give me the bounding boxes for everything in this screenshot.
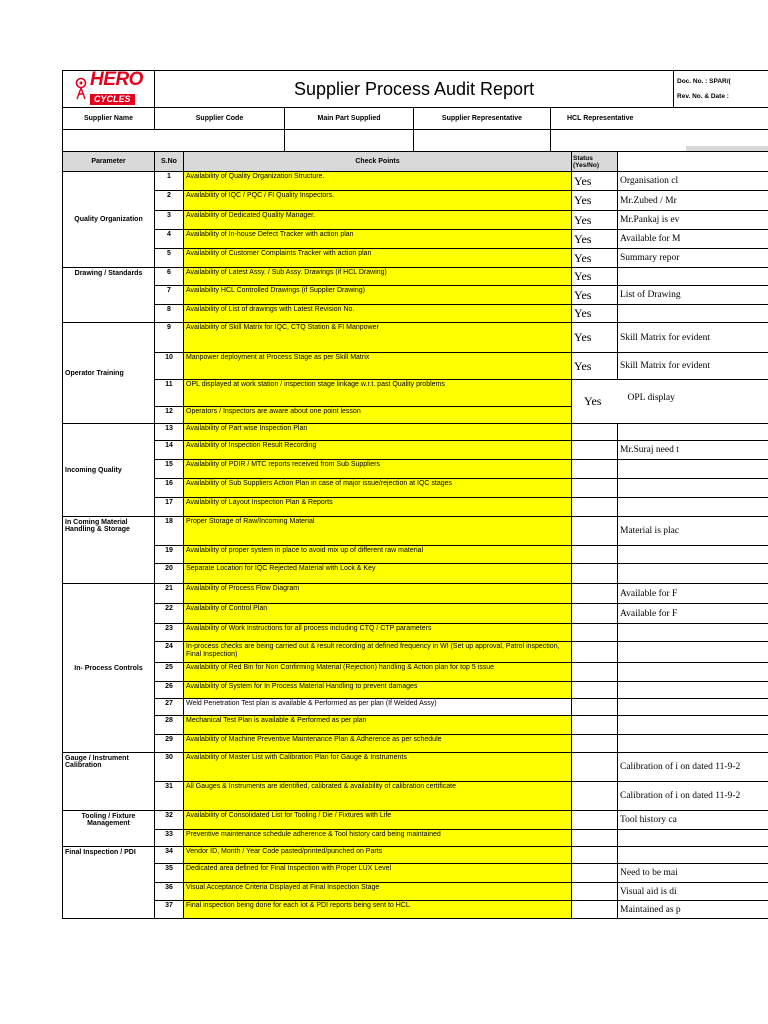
row-remark[interactable]: Available for F xyxy=(618,604,768,624)
row-remark[interactable]: Need to be mai xyxy=(618,864,768,883)
row-remark[interactable] xyxy=(618,830,768,847)
row-check-point: Availability of Skill Matrix for IQC, CTQ Station & FI Manpower xyxy=(184,323,572,353)
row-status[interactable]: Yes xyxy=(572,353,618,380)
table-row xyxy=(63,699,768,716)
row-sno: 27 xyxy=(155,699,184,716)
row-check-point: Availability of In-house Defect Tracker with action plan xyxy=(184,230,572,249)
table-row xyxy=(63,305,768,323)
row-remark[interactable]: Material is plac xyxy=(618,517,768,546)
row-check-point: Availability of Master List with Calibration Plan for Gauge & Instruments xyxy=(184,753,572,782)
row-status[interactable] xyxy=(572,517,618,546)
row-remark[interactable] xyxy=(618,682,768,699)
row-sno: 22 xyxy=(155,604,184,624)
row-sno: 10 xyxy=(155,353,184,380)
parameter-group-final-inspection: Final Inspection / PDI xyxy=(63,847,155,919)
row-check-point: In-process checks are being carried out & result recording at defined frequency in WI (Set up approval, Patrol inspection, Final Inspection) xyxy=(184,642,572,663)
row-remark[interactable]: Skill Matrix for evident xyxy=(618,353,768,380)
row-check-point: Visual Acceptance Criteria Displayed at Final Inspection Stage xyxy=(184,883,572,901)
row-remark[interactable]: Available for M xyxy=(618,230,768,249)
row-sno: 32 xyxy=(155,811,184,830)
row-check-point: Availability of Layout Inspection Plan & Reports xyxy=(184,498,572,517)
row-status[interactable]: Yes xyxy=(572,286,618,305)
row-status[interactable] xyxy=(572,699,618,716)
row-remark[interactable]: List of Drawing xyxy=(618,286,768,305)
table-row xyxy=(63,847,768,864)
row-remark[interactable] xyxy=(618,624,768,642)
parameter-group-gauge: Gauge / Instrument Calibration xyxy=(63,753,155,811)
row-remark[interactable]: Mr.Zubed / Mr xyxy=(618,191,768,211)
row-status[interactable] xyxy=(572,883,618,901)
row-check-point: Operators / Inspectors are aware about one point lesson xyxy=(184,407,572,424)
row-sno: 36 xyxy=(155,883,184,901)
row-remark[interactable]: Mr.Pankaj is ev xyxy=(618,211,768,230)
parameter-group-quality-org: Quality Organization xyxy=(63,172,155,268)
table-row xyxy=(63,441,768,460)
row-check-point: Availability of System for In Process Material Handling to prevent damages xyxy=(184,682,572,699)
table-row xyxy=(63,380,768,407)
row-sno: 35 xyxy=(155,864,184,883)
cyclist-emblem-icon xyxy=(74,77,88,101)
table-row xyxy=(63,642,768,663)
row-remark[interactable] xyxy=(618,847,768,864)
row-check-point: Availability of Process Flow Diagram xyxy=(184,584,572,604)
row-status[interactable] xyxy=(572,753,618,782)
table-row xyxy=(63,830,768,847)
row-check-point: Preventive maintenance schedule adherence & Tool history card being maintained xyxy=(184,830,572,847)
row-sno: 30 xyxy=(155,753,184,782)
row-sno: 25 xyxy=(155,663,184,682)
row-remark[interactable]: Skill Matrix for evident xyxy=(618,323,768,353)
row-check-point: All Gauges & Instruments are identified, calibrated & availability of calibration certificate xyxy=(184,782,572,811)
row-status[interactable] xyxy=(572,682,618,699)
status-column-header: Status (Yes/No) xyxy=(572,152,618,172)
row-remark[interactable]: Mr.Suraj need t xyxy=(618,441,768,460)
check-points-table xyxy=(62,151,768,919)
parameter-group-incoming-material: In Coming Material Handling & Storage xyxy=(63,517,155,584)
row-check-point: Availability of Work Instructions for all process including CTQ / CTP parameters xyxy=(184,624,572,642)
table-row xyxy=(63,424,768,441)
row-remark[interactable] xyxy=(618,498,768,517)
row-status[interactable] xyxy=(572,830,618,847)
table-row xyxy=(63,498,768,517)
logo-cycles-text: CYCLES xyxy=(90,94,135,105)
doc-info xyxy=(674,71,768,108)
table-row xyxy=(63,211,768,230)
table-row xyxy=(63,782,768,811)
table-row xyxy=(63,230,768,249)
row-sno: 21 xyxy=(155,584,184,604)
row-status[interactable] xyxy=(572,864,618,883)
row-sno: 9 xyxy=(155,323,184,353)
supplier-name-value[interactable] xyxy=(63,130,285,152)
row-remark[interactable] xyxy=(618,564,768,584)
remarks-column-header xyxy=(618,152,768,172)
supplier-info-table xyxy=(62,107,768,152)
main-part-value[interactable] xyxy=(285,130,414,152)
row-status[interactable]: Yes xyxy=(572,268,618,286)
row-sno: 7 xyxy=(155,286,184,305)
row-check-point: Availability of Sub Suppliers Action Plan in case of major issue/rejection at IQC stages xyxy=(184,479,572,498)
row-sno: 11 xyxy=(155,380,184,407)
row-check-point: Final inspection being done for each lot & PDI reports being sent to HCL xyxy=(184,901,572,919)
row-sno: 13 xyxy=(155,424,184,441)
row-status[interactable] xyxy=(572,546,618,564)
row-status[interactable]: Yes xyxy=(572,172,618,191)
row-remark[interactable] xyxy=(618,479,768,498)
revision-number: Rev. No. & Date : xyxy=(677,93,729,100)
row-remark[interactable]: Maintained as p xyxy=(618,901,768,919)
row-remark[interactable] xyxy=(618,699,768,716)
main-part-header: Main Part Supplied xyxy=(285,108,414,130)
row-remark[interactable]: Calibration of i on dated 11-9-2 xyxy=(618,753,768,782)
row-check-point: Availability of Latest Assy. / Sub Assy. Drawings (if HCL Drawing) xyxy=(184,268,572,286)
row-check-point: Availability of Control Plan xyxy=(184,604,572,624)
table-row xyxy=(63,663,768,682)
supplier-rep-header: Supplier Representative xyxy=(414,108,551,130)
table-row xyxy=(63,286,768,305)
row-sno: 2 xyxy=(155,191,184,211)
table-row xyxy=(63,517,768,546)
parameter-group-incoming-quality: Incoming Quality xyxy=(63,424,155,517)
table-row xyxy=(63,624,768,642)
row-sno: 29 xyxy=(155,735,184,753)
row-status[interactable] xyxy=(572,498,618,517)
row-sno: 15 xyxy=(155,460,184,479)
row-sno: 18 xyxy=(155,517,184,546)
row-check-point: Vendor ID, Month / Year Code pasted/printed/punched on Parts xyxy=(184,847,572,864)
row-sno: 28 xyxy=(155,716,184,735)
row-check-point: Availability of PDIR / MTC reports received from Sub Suppliers xyxy=(184,460,572,479)
table-row xyxy=(63,564,768,584)
row-remark[interactable]: Visual aid is di xyxy=(618,883,768,901)
row-check-point: Availability of Customer Complaints Tracker with action plan xyxy=(184,249,572,268)
row-check-point: OPL displayed at work station / inspection stage linkage w.r.t. past Quality problems xyxy=(184,380,572,407)
row-check-point: Availability of List of drawings with Latest Revision No. xyxy=(184,305,572,323)
table-row xyxy=(63,268,768,286)
row-status[interactable] xyxy=(572,584,618,604)
table-row xyxy=(63,353,768,380)
row-status[interactable] xyxy=(572,604,618,624)
row-remark[interactable] xyxy=(618,642,768,663)
row-check-point: Availability of IQC / PQC / FI Quality Inspectors. xyxy=(184,191,572,211)
table-row xyxy=(63,682,768,699)
row-remark[interactable] xyxy=(618,460,768,479)
doc-number: Doc. No. : SPAR/( xyxy=(677,78,731,85)
row-status[interactable]: Yes xyxy=(572,191,618,211)
row-check-point: Proper Storage of Raw/Incoming Material xyxy=(184,517,572,546)
status-remark-merged-cell xyxy=(572,380,768,424)
row-sno: 19 xyxy=(155,546,184,564)
supplier-rep-value[interactable] xyxy=(414,130,551,152)
row-sno: 16 xyxy=(155,479,184,498)
row-remark[interactable]: Calibration of i on dated 11-9-2 xyxy=(618,782,768,811)
row-check-point: Availability HCL Controlled Drawings (if Supplier Drawing) xyxy=(184,286,572,305)
parameter-group-tooling: Tooling / Fixture Management xyxy=(63,811,155,847)
row-sno: 12 xyxy=(155,407,184,424)
row-check-point: Availability of Red Bin for Non Confirming Material (Rejection) handling & Action plan for top 5 issue xyxy=(184,663,572,682)
row-status[interactable] xyxy=(572,479,618,498)
row-sno: 5 xyxy=(155,249,184,268)
parameter-group-drawing: Drawing / Standards xyxy=(63,268,155,323)
table-row xyxy=(63,249,768,268)
table-row xyxy=(63,191,768,211)
row-sno: 4 xyxy=(155,230,184,249)
row-check-point: Availability of proper system in place to avoid mix up of different raw material xyxy=(184,546,572,564)
row-status[interactable]: Yes xyxy=(572,305,618,323)
header-table xyxy=(62,70,768,108)
row-sno: 17 xyxy=(155,498,184,517)
row-status[interactable] xyxy=(572,624,618,642)
row-check-point: Mechanical Test Plan is available & Performed as per plan xyxy=(184,716,572,735)
row-status[interactable] xyxy=(572,735,618,753)
row-status[interactable]: Yes xyxy=(572,323,618,353)
row-remark[interactable]: Tool history ca xyxy=(618,811,768,830)
row-sno: 33 xyxy=(155,830,184,847)
table-row xyxy=(63,811,768,830)
row-remark[interactable] xyxy=(618,546,768,564)
row-remark[interactable] xyxy=(618,716,768,735)
row-status[interactable] xyxy=(572,441,618,460)
hcl-rep-value[interactable] xyxy=(551,130,768,152)
row-status[interactable] xyxy=(572,564,618,584)
logo-hero-text: HERO xyxy=(90,70,143,90)
row-remark[interactable]: Organisation cl xyxy=(618,172,768,191)
supplier-code-header: Supplier Code xyxy=(155,108,285,130)
row-status[interactable] xyxy=(572,663,618,682)
row-status[interactable] xyxy=(572,424,618,441)
row-status[interactable] xyxy=(572,642,618,663)
row-remark[interactable]: Summary repor xyxy=(618,249,768,268)
table-row xyxy=(63,901,768,919)
row-sno: 37 xyxy=(155,901,184,919)
check-points-column-header: Check Points xyxy=(184,152,572,172)
row-check-point: Weld Penetration Test plan is available & Performed as per plan (If Welded Assy) xyxy=(184,699,572,716)
row-check-point: Availability of Part wise Inspection Plan xyxy=(184,424,572,441)
row-sno: 8 xyxy=(155,305,184,323)
row-sno: 20 xyxy=(155,564,184,584)
row-sno: 14 xyxy=(155,441,184,460)
parameter-column-header: Parameter xyxy=(63,152,155,172)
table-row xyxy=(63,546,768,564)
row-sno: 1 xyxy=(155,172,184,191)
row-sno: 6 xyxy=(155,268,184,286)
parameter-group-operator-training: Operator Training xyxy=(63,323,155,424)
row-status[interactable] xyxy=(572,782,618,811)
row-remark[interactable]: Available for F xyxy=(618,584,768,604)
row-check-point: Availability of Quality Organization Structure. xyxy=(184,172,572,191)
row-sno: 23 xyxy=(155,624,184,642)
table-row xyxy=(63,604,768,624)
table-row xyxy=(63,753,768,782)
row-sno: 26 xyxy=(155,682,184,699)
row-status[interactable]: Yes xyxy=(572,230,618,249)
report-title: Supplier Process Audit Report xyxy=(155,71,674,108)
row-remark[interactable] xyxy=(618,424,768,441)
row-check-point: Availability of Dedicated Quality Manager. xyxy=(184,211,572,230)
hcl-rep-header: HCL Representative xyxy=(551,108,768,130)
row-status[interactable]: Yes xyxy=(584,394,602,408)
row-status[interactable]: Yes xyxy=(572,249,618,268)
row-status[interactable] xyxy=(572,811,618,830)
sno-column-header: S.No xyxy=(155,152,184,172)
row-remark[interactable] xyxy=(618,735,768,753)
hero-cycles-logo xyxy=(63,71,155,108)
row-sno: 34 xyxy=(155,847,184,864)
row-status[interactable] xyxy=(572,847,618,864)
table-row xyxy=(63,323,768,353)
table-row xyxy=(63,716,768,735)
row-check-point: Availability of Consolidated List for Tooling / Die / Fixtures with Life xyxy=(184,811,572,830)
row-remark[interactable] xyxy=(618,268,768,286)
row-remark[interactable] xyxy=(618,305,768,323)
table-row xyxy=(63,584,768,604)
row-sno: 31 xyxy=(155,782,184,811)
table-row xyxy=(63,883,768,901)
row-sno: 3 xyxy=(155,211,184,230)
row-check-point: Availability of Machine Preventive Maintenance Plan & Adherence as per schedule xyxy=(184,735,572,753)
row-remark[interactable] xyxy=(618,663,768,682)
parameter-group-in-process: In- Process Controls xyxy=(63,584,155,753)
row-remark[interactable]: OPL display xyxy=(627,393,675,403)
table-row xyxy=(63,735,768,753)
row-status[interactable] xyxy=(572,716,618,735)
row-check-point: Dedicated area defined for Final Inspection with Proper LUX Level xyxy=(184,864,572,883)
row-status[interactable] xyxy=(572,460,618,479)
audit-sheet xyxy=(62,70,768,919)
row-status[interactable]: Yes xyxy=(572,211,618,230)
row-check-point: Availability of Inspection Result Recording xyxy=(184,441,572,460)
supplier-name-header: Supplier Name xyxy=(63,108,155,130)
table-row xyxy=(63,460,768,479)
row-check-point: Manpower deployment at Process Stage as per Skill Matrix xyxy=(184,353,572,380)
row-sno: 24 xyxy=(155,642,184,663)
table-row xyxy=(63,864,768,883)
row-check-point: Separate Location for IQC Rejected Material with Lock & Key xyxy=(184,564,572,584)
row-status[interactable] xyxy=(572,901,618,919)
table-row xyxy=(63,479,768,498)
table-row xyxy=(63,172,768,191)
